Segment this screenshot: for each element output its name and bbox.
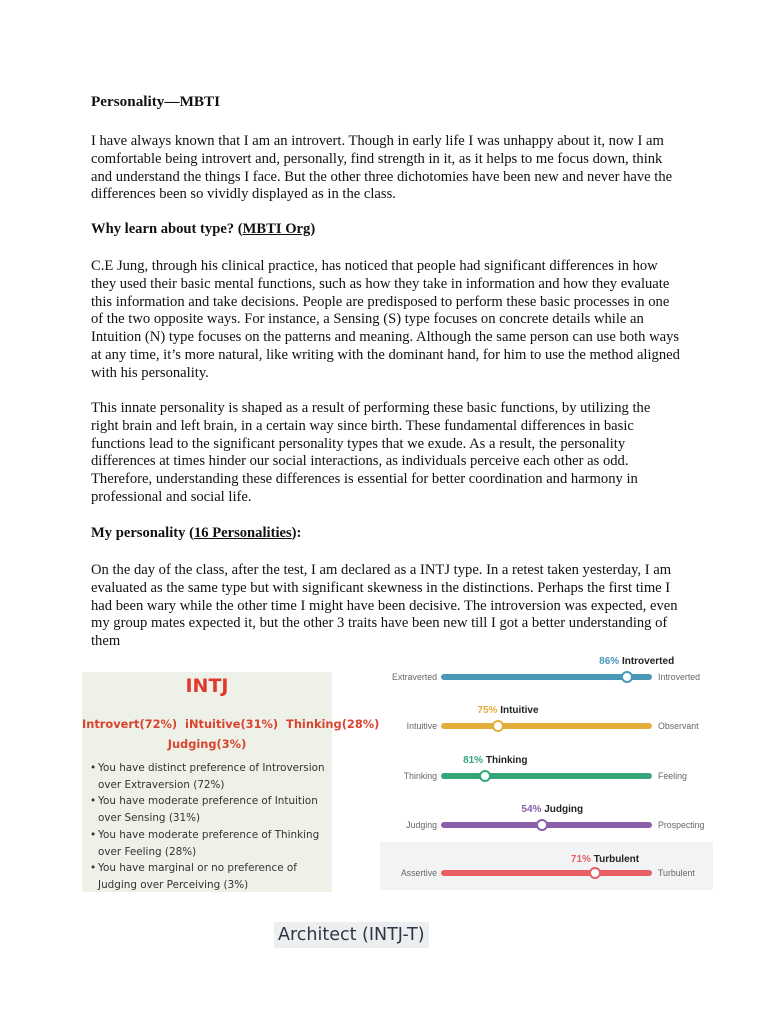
trait-bar-heading: [425, 755, 565, 766]
trait-name: Turbulent: [593, 854, 640, 865]
trait-bar-track: [441, 773, 652, 779]
trait-bar-marker: [479, 770, 491, 782]
trait-left-label: Extraverted: [392, 672, 437, 682]
why-heading-suffix: ): [310, 221, 316, 237]
16-personalities-link[interactable]: 16 Personalities: [193, 525, 292, 541]
document-title: Personality—MBTI: [91, 93, 221, 110]
mbti-org-link[interactable]: MBTI Org: [242, 221, 311, 237]
trait-right-label: Observant: [658, 721, 699, 731]
list-item: • You have marginal or no preference of Judging over Perceiving (3%): [90, 860, 335, 893]
my-heading-suffix: ):: [291, 525, 302, 541]
trait-left-label: Intuitive: [406, 721, 437, 731]
trait-bar-heading: [567, 656, 707, 667]
innate-paragraph: This innate personality is shaped as a result of performing these basic functions, by utilizing the right brain and left brain, in a certain way since birth. These fundamental differences in basic functions lead to the significant personality types that we exude. As a result, the personality differences at times hinder our social interactions, as individuals perceive each other as odd. Therefore, understanding these differences is essential for better coordination and harmony in professional and social life.: [91, 400, 651, 505]
trait-bar-track: [441, 870, 652, 876]
trait-bar-row: [380, 798, 713, 838]
trait-percent: 86%: [599, 656, 620, 667]
trait-name: Thinking: [485, 755, 528, 766]
intj-traits-summary: [82, 714, 380, 754]
intj-traits-line2: Judging(3%): [167, 737, 247, 751]
trait-bar-marker: [536, 819, 548, 831]
my-personality-paragraph: On the day of the class, after the test, I am declared as a INTJ type. In a retest taken yesterday, I am evaluated as the same type but with significant skewness in the distinctions. Perhaps the first time I had been wary while the other time I might have been decisive. The introversion was expected, even my group mates expected it, but the other 3 traits have been new till I got a better understanding of them: [91, 562, 678, 650]
why-heading-prefix: Why learn about type? (: [91, 221, 243, 237]
trait-bar-heading: [482, 804, 622, 815]
trait-percent: 75%: [477, 705, 498, 716]
trait-right-label: Prospecting: [658, 820, 705, 830]
trait-right-label: Turbulent: [658, 868, 695, 878]
trait-bar-marker: [621, 671, 633, 683]
trait-percent: 71%: [570, 854, 591, 865]
trait-bar-row: [380, 749, 713, 789]
intj-traits-line1: Introvert(72%) iNtuitive(31%) Thinking(28%): [82, 717, 380, 731]
intj-preference-list: [90, 760, 335, 894]
trait-left-label: Thinking: [403, 771, 437, 781]
trait-percent: 81%: [463, 755, 484, 766]
list-item: • You have moderate preference of Intuition over Sensing (31%): [90, 793, 335, 826]
trait-name: Introverted: [621, 656, 675, 667]
trait-left-label: Assertive: [400, 868, 437, 878]
trait-bar-heading: [438, 705, 578, 716]
trait-bar-heading: [535, 854, 675, 865]
trait-right-label: Introverted: [658, 672, 701, 682]
trait-bar-row: [380, 842, 713, 890]
trait-bar-row: [380, 650, 713, 690]
trait-bar-marker: [492, 720, 504, 732]
why-learn-heading: [91, 221, 681, 239]
trait-right-label: Feeling: [658, 771, 687, 781]
trait-percent: 54%: [521, 804, 542, 815]
my-heading-prefix: My personality (: [91, 525, 194, 541]
intro-paragraph: I have always known that I am an introvert. Though in early life I was unhappy about it, now I am comfortable being introvert and, personally, find strength in it, as it helps to me focus down, think and understand the things I face. But the other three dichotomies have been new and never have the differences been so vividly displayed as in the class.: [91, 133, 673, 203]
intj-result-card: [82, 672, 380, 892]
jung-paragraph: C.E Jung, through his clinical practice, has noticed that people had significant differences in how they used their basic mental functions, such as how they take in information and how they evaluate this information and take decisions. People are predisposed to perform these basic processes in one of the two opposite ways. For instance, a Sensing (S) type focuses on concrete details while an Intuition (N) type focuses on the patterns and meaning. Although the same person can use both ways at any time, it’s more natural, like writing with the dominant hand, for him to use the method aligned with his personality.: [91, 258, 680, 381]
trait-left-label: Judging: [406, 820, 437, 830]
list-item: • You have moderate preference of Thinking over Feeling (28%): [90, 827, 335, 860]
list-item: • You have distinct preference of Introversion over Extraversion (72%): [90, 760, 335, 793]
trait-bars-panel: [380, 650, 713, 895]
trait-bar-track: [441, 723, 652, 729]
trait-name: Judging: [544, 804, 584, 815]
intj-type-title: INTJ: [185, 675, 229, 697]
trait-bar-row: [380, 699, 713, 739]
trait-bar-marker: [589, 867, 601, 879]
trait-name: Intuitive: [500, 705, 539, 716]
architect-type-label: Architect (INTJ-T): [274, 922, 429, 948]
my-personality-heading: [91, 525, 681, 543]
